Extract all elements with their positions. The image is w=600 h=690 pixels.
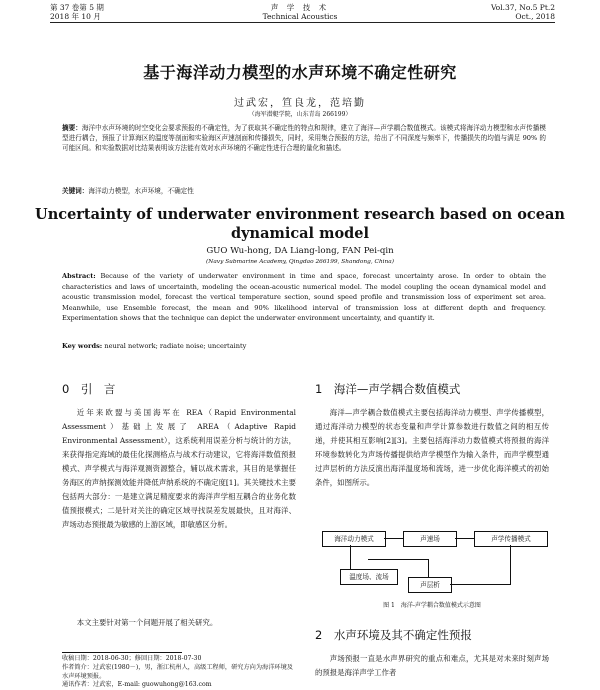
footnote-author: 作者简介：过武宏(1980－)，男，浙江杭州人，高级工程师，研究方向为海洋环境及水声环境预报。 [62,664,293,680]
section-0-heading: 0 引 言 [62,382,116,396]
line-tempflow-to-ocean [350,545,351,569]
header-volume-zh: 第 37 卷第 5 期 [50,3,104,12]
keywords-zh-text: 海洋动力模型，水声环境，不确定性 [88,187,194,195]
header-journal-zh: 声 学 技 术 [270,3,330,12]
section-2-heading: 2 水声环境及其不确定性预报 [315,628,472,642]
line-tomography-up [428,559,429,577]
footnote-contact: 通讯作者：过武宏，E-mail: guowuhong@163.com [62,681,212,688]
abstract-en-text: Because of the variety of underwater environment in time and space, forecast uncertainty arose. In order to obtain the characteristics and laws of uncertainth, modeling the ocean-acoustic numerical model. The model coupling the ocean dynamical model and acoustic transmission model, forecast the vertical temperature section, sound speed profile and transmission loss of experiment set area. Meanwhile, use Ensemble forecast, the mean and 90% likelihood interval of transmission loss at different depth and frequency. Experimentation shows that the technique can depict the underwater environment uncertainty, and quantify it. [62,272,546,322]
abstract-zh-text: 海洋中水声环境的时空变化会要求预报的不确定性，为了获取其不确定性的特点和规律，建立了海洋—声学耦合数值模式。该模式将海洋动力模型和水声传播模型进行耦合，预报了计算海区的温度等剖面和实验海区声速剖面和传播损失，同时，采用集合预报的方法，给出了不同深度与频率下，传播损失的均值与满足 90% 的可能区间。和实验数据对比结果表明该方法能有效对水声环境的不确定性进行合理的量化和描述。 [62,124,547,153]
box-temp-flow: 温度场、流场 [340,569,398,585]
arrow-sound-to-acoustic [455,538,474,539]
figure-1-caption: 图 1 海洋-声学耦合数值模式示意图 [383,602,481,609]
header-volume-en: Vol.37, No.5 Pt.2 [490,3,555,12]
authors-zh: 过武宏，笪良龙，范培勤 [234,98,366,109]
arrow-ocean-to-sound [384,538,403,539]
header-journal-en: Technical Acoustics [262,12,338,21]
footnote-rule [62,652,182,653]
box-sound-field: 声速场 [403,531,457,547]
keywords-zh-label: 关键词： [62,187,89,195]
line-to-tempflow [368,559,429,560]
box-tomography: 声层析 [408,577,452,593]
section-1-para-1: 海洋—声学耦合数值模式主要包括海洋动力模型、声学传播模型，通过海洋动力模型的状态变量和声学计算参数进行数值之间的相互传递，并使其相互影响[2][3]。主要包括海洋动力数值模式将预报的海洋环境参数转化为声场传播提供给声学模型作为输入条件，而声学模型通过声层析的方法反演出海洋温度场和流场，进一步优化海洋模式的初始条件，如图所示。 [315,408,549,487]
section-0-para-1: 近年来欧盟与美国海军在 REA（Rapid Environmental Assessment）基础上发展了 AREA（Adaptive Rapid Environmental Assessment），这系统利用误差分析与统计的方法，来获得指定海域的最佳化探测格点与战术行动建议，它将海洋数值预报模式、声学模式与海洋观测资源整合，辅以战术需求，其目的是掌握任务海区的声纳探测效能并降低声纳系统的不确定度[1]。其关键技术主要包括两大部分：一是建立满足精度要求的海洋声学相互耦合的业务化数值预报模式；二是针对关注的确定区域寻找误差发展最快，且对海洋、声场动态预报最为敏感的上游区域，即敏感区分析。 [62,408,296,529]
line-acoustic-down [510,545,511,584]
header-date-en: Oct., 2018 [515,12,555,21]
title-zh: 基于海洋动力模型的水声环境不确定性研究 [143,63,457,82]
section-2-para-1: 声场预报一直是水声界研究的重点和难点，尤其是对未来时刻声场的预报是海洋声学工作者 [315,654,549,677]
keywords-en-label: Key words: [62,342,103,350]
footnote-received: 收稿日期：2018-06-30；修回日期：2018-07-30 [62,655,202,662]
box-acoustic-model: 声学传播模式 [474,531,548,547]
keywords-en [62,341,546,351]
section-1-heading: 1 海洋—声学耦合数值模式 [315,382,461,396]
affiliation-zh: （海军潜艇学院，山东青岛 266199） [248,111,352,118]
line-to-tomography [450,584,511,585]
title-en: Uncertainty of underwater environment research based on ocean dynamical model [35,206,565,242]
keywords-zh [62,186,546,196]
abstract-zh [62,123,546,154]
keywords-en-text: neural network; radiate noise; uncertainty [104,342,247,350]
box-ocean-model: 海洋动力模式 [322,531,386,547]
header-rule [50,22,555,23]
affiliation-en: (Navy Submarine Academy, Qingdao 266199, Shandong, China) [206,259,394,265]
section-0-para-2: 本文主要针对第一个问题开展了相关研究。 [76,618,218,627]
abstract-en [62,271,546,324]
abstract-zh-label: 摘要： [62,124,82,132]
abstract-en-label: Abstract: [62,272,96,280]
header-date-zh: 2018 年 10 月 [50,12,101,21]
authors-en: GUO Wu-hong, DA Liang-long, FAN Pei-qin [206,246,394,256]
